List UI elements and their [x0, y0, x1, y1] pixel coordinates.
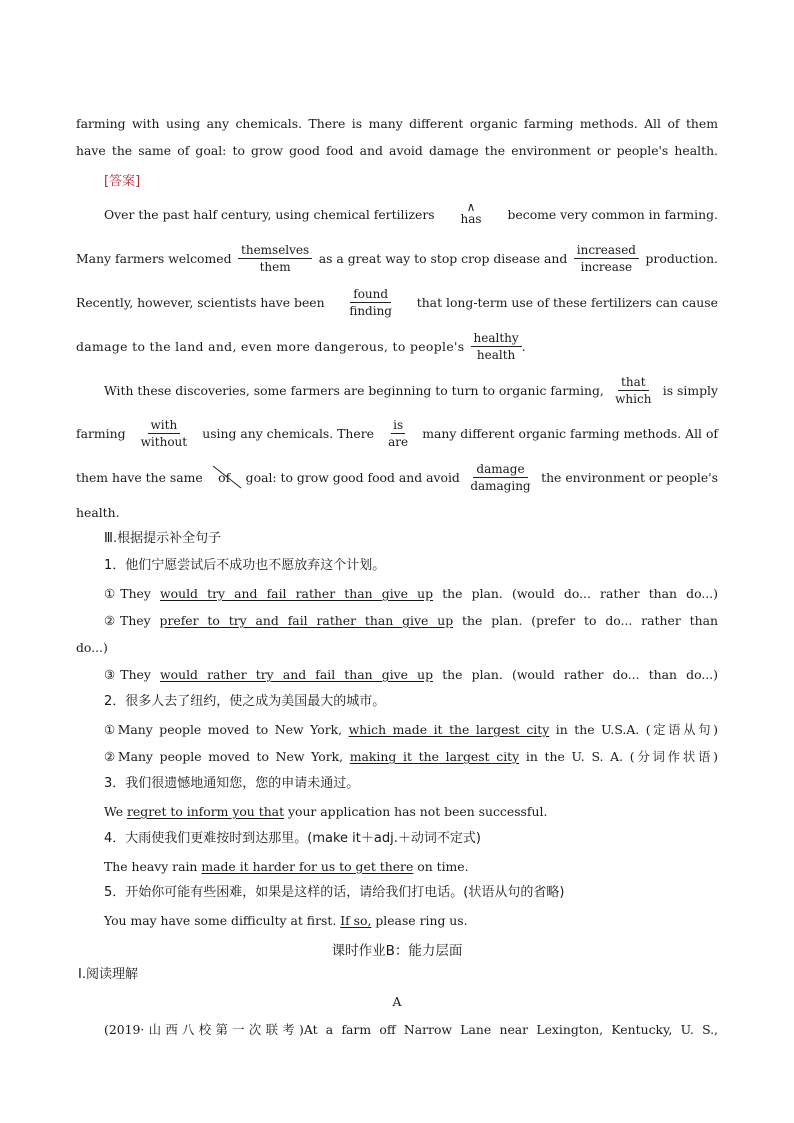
text-segment: Many farmers welcomed [76, 250, 232, 266]
corrected-line-6 [76, 415, 718, 451]
answer-4 [104, 858, 718, 876]
corrected-line-3 [76, 284, 718, 320]
text-segment: ②They [104, 613, 160, 628]
passage-letter: A [392, 994, 402, 1009]
text-segment: using any chemicals. There [202, 425, 374, 441]
answer-1c [104, 666, 718, 684]
answer-2a [104, 721, 718, 739]
correction-new: themselves [238, 242, 312, 259]
caret-symbol: ∧ [466, 200, 476, 214]
correction [346, 286, 395, 319]
text-segment: Over the past half century, using chemical fertilizers [104, 206, 435, 222]
question-2: 2．很多人去了纽约，使之成为美国最大的城市。 [104, 694, 386, 709]
correction-new: that [618, 374, 649, 391]
text-segment: is simply [662, 382, 718, 398]
correction [612, 374, 654, 407]
corrected-line-4 [76, 328, 718, 364]
corrected-line-7 [76, 459, 718, 495]
correction-new: is [393, 417, 404, 432]
corrected-line-2 [76, 240, 718, 276]
text-segment: With these discoveries, some farmers are beginning to turn to organic farming, [104, 382, 604, 398]
question-1: 1．他们宁愿尝试后不成功也不愿放弃这个计划。 [104, 558, 386, 573]
filled-answer: prefer to try and fail rather than give up [159, 613, 454, 628]
text-segment: many different organic farming methods. All of [422, 425, 718, 441]
correction [574, 242, 639, 275]
corrected-line-5 [104, 372, 718, 408]
question-3: 3．我们很遗憾地通知您，您的申请未通过。 [104, 776, 360, 791]
text-segment: ①They [104, 586, 161, 601]
strike-mark [210, 464, 244, 490]
text-segment: in the U. S. A. (分词作状语) [519, 749, 719, 764]
correction-old: which [615, 391, 652, 406]
question-4: 4．大雨使我们更难按时到达那里。(make it＋adj.＋动词不定式) [104, 831, 481, 846]
text-segment: . [521, 338, 526, 354]
filled-answer: would rather try and fail than give up [160, 667, 434, 682]
text-segment: The heavy rain [104, 859, 202, 874]
correction-new: found [350, 286, 391, 303]
text-segment: production. [645, 250, 718, 266]
correction-old: health [476, 347, 516, 362]
correction [471, 330, 522, 363]
text-segment: You may have some difficulty at first. [104, 913, 341, 928]
correction-old: damaging [470, 478, 531, 493]
corrected-line-1 [104, 196, 718, 232]
homework-title: 课时作业B：能力层面 [331, 943, 463, 959]
intro-line-2: have the same of goal: to grow good food and avoid damage the environment or people's health. [76, 143, 718, 158]
text-segment: the plan. (would do... rather than do...) [433, 586, 718, 601]
text-segment: farming [76, 425, 126, 441]
correction-old: are [388, 434, 409, 449]
text-segment: the environment or people's [541, 469, 718, 485]
correction-old: increase [580, 259, 633, 274]
text-segment: ①Many people moved to New York, [104, 722, 349, 737]
answer-1b [104, 612, 718, 630]
filled-answer: If so, [340, 913, 372, 928]
correction-old: finding [349, 303, 392, 318]
answer-2b [104, 748, 718, 766]
text-segment: ③They [104, 667, 161, 682]
section-heading: Ⅲ.根据提示补全句子 [104, 531, 222, 546]
text-segment: in the U.S.A. (定语从句) [549, 722, 719, 737]
correction-new: damage [473, 461, 527, 478]
text-segment: the plan. (would rather do... than do...) [433, 667, 718, 682]
text-segment: damage to the land and, even more dangerous, to people's [76, 338, 465, 354]
text-segment: on time. [413, 859, 469, 874]
correction [138, 417, 190, 450]
text-segment: We [104, 804, 127, 819]
reading-section-title: Ⅰ.阅读理解 [78, 967, 138, 982]
correction-old: them [259, 259, 291, 274]
filled-answer: would try and fail rather than give up [160, 586, 434, 601]
filled-answer: made it harder for us to get there [201, 859, 414, 874]
inserted-word: has [460, 212, 482, 226]
filled-answer: making it the largest city [349, 749, 520, 764]
deleted-word-text: of [218, 469, 231, 485]
text-segment: please ring us. [371, 913, 468, 928]
correction [386, 417, 410, 450]
text-segment: Recently, however, scientists have been [76, 294, 325, 310]
insertion-mark [461, 202, 482, 226]
correction [238, 242, 312, 275]
text-segment: become very common in farming. [507, 206, 718, 222]
answer-1a [104, 585, 718, 603]
deleted-word [210, 470, 238, 485]
passage-first-line: (2019·山西八校第一次联考)At a farm off Narrow Lane near Lexington, Kentucky, U. S., [104, 1022, 718, 1037]
answer-5 [104, 912, 718, 930]
filled-answer: which made it the largest city [348, 722, 550, 737]
filled-answer: regret to inform you that [127, 804, 285, 819]
answer-3 [104, 803, 718, 821]
text-segment: the plan. (prefer to do... rather than [453, 613, 718, 628]
correction-new: increased [574, 242, 639, 259]
correction [467, 461, 533, 494]
text-segment: that long-term use of these fertilizers can cause [416, 294, 718, 310]
answer-1b-continued: do...) [76, 640, 108, 655]
correction-old: without [140, 434, 188, 449]
text-segment: your application has not been successful. [284, 804, 548, 819]
text-segment: as a great way to stop crop disease and [318, 250, 568, 266]
text-segment: them have the same [76, 469, 203, 485]
correction-new: with [148, 417, 181, 434]
answer-label: [答案] [104, 174, 141, 189]
correction-new: healthy [471, 330, 522, 347]
corrected-line-8: health. [76, 505, 120, 520]
question-5: 5．开始你可能有些困难，如果是这样的话，请给我们打电话。(状语从句的省略) [104, 885, 565, 900]
text-segment: goal: to grow good food and avoid [245, 469, 460, 485]
text-segment: ②Many people moved to New York, [104, 749, 350, 764]
intro-line-1: farming with using any chemicals. There is many different organic farming methods. All of them [76, 116, 718, 131]
